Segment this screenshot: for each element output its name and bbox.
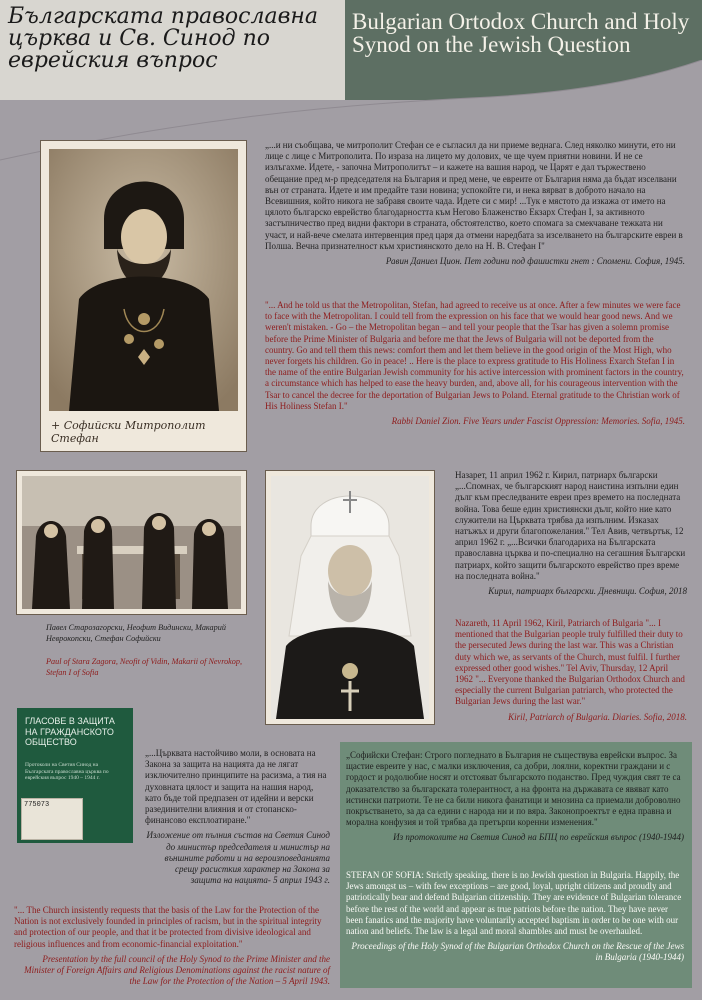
patriarch-kiril-frame (265, 470, 435, 725)
book-subtitle: Протоколи на Светия Синод на Българската православна църква по еврейския въпрос 1940 – 1944 г. (25, 762, 109, 781)
quote-synod-bg-source: Изложение от пълния състав на Светия Синод до министър председателя и министър на външните работи и на вероизповеданията срещу расисткия характер на Закона за защита на нацията- 5 април 1943 г. (146, 830, 330, 886)
photo-signature: + Софийски Митрополит Стефан (51, 419, 206, 445)
quote-zion-bulgarian (265, 140, 685, 267)
patriarch-kiril-photo (271, 476, 429, 719)
quote-kiril-bg-text: Назарет, 11 април 1962 г. Кирил, патриарх български „...Спомнах, че българският народ наистина изпълни един дълг към преследваните евреи през времето на последната война. Това беше един християнски дълг, който ние като служители на Църквата трябва да изпълним. Изказах натъжъх и други благопожелания." Тел Авив, четвъртък, 12 април 1962 г. „...Всички благодариха на Българската православна църква и по-специално на сегашния Български патриарх, който защити българското еврейство през време на последната война." (455, 470, 686, 581)
group-caption-english: Paul of Stara Zagora, Neofit of Vidin, Makarii of Nevrokop, Stefan I of Sofia (46, 657, 243, 677)
quote-stefan-en-source: Proceedings of the Holy Synod of the Bulgarian Orthodox Church on the Rescue of the Jews in Bulgaria (1940-1944) (351, 941, 684, 963)
title-bulgarian: Българската православна църква и Св. Синод по еврейския въпрос (8, 4, 318, 73)
quote-stefan-english (346, 870, 684, 964)
metropolitan-portrait-frame (40, 140, 247, 452)
quote-zion-bg-source: Равин Даниел Цион. Пет години под фашистки гнет : Спомени. София, 1945. (385, 256, 685, 267)
title-english: Bulgarian Ortodox Church and Holy Synod on the Jewish Question (352, 9, 690, 57)
quote-kiril-en-source: Kiril, Patriarch of Bulgaria. Diaries. Sofia, 2018. (508, 711, 687, 722)
quote-stefan-bg-source: Из протоколите на Светия Синод на БПЦ по еврейския въпрос (1940-1944) (393, 832, 684, 843)
quote-synod-en-text: "... The Church insistently requests that the basis of the Law for the Protection of the Nation is not exclusively founded in principles of racism, but in the spiritual integrity and protection of our people, and that it be protected from divisive ideological and religious influences and from economic-financial exploitation." (14, 905, 322, 949)
quote-synod-english (14, 905, 330, 987)
book-code: 775073 (24, 801, 50, 809)
quote-kiril-english (455, 618, 687, 723)
quote-synod-bulgarian (145, 748, 330, 886)
book-library-label (21, 798, 83, 840)
quote-zion-english (265, 300, 685, 427)
book-cover (17, 708, 133, 843)
quote-synod-bg-text: „...Църквата настойчиво моли, в основата на Закона за защита на нацията да не лягат изключително принципите на расизма, а тия на духовната цялост и защита на нашия народ, като бъде той предпазен от идейни и верски разединителни влияния и от стопанско-финансово експлоатиране." (145, 748, 327, 826)
quote-kiril-bulgarian (455, 470, 687, 597)
quote-zion-en-text: "... And he told us that the Metropolitan, Stefan, had agreed to receive us at once. After a few minutes we were face to face with the Metropolitan. I could tell from the expression on his face that we would hear good news. And we weren't mistaken. - Go – the Metropolitan began – and tell your people that the Tsar has given a solemn promise before the Prime Minister of Bulgaria and before me that the Jews of Bulgaria will not be deported from the country. Go and tell them this news: comfort them and let them believe in the good origin of the Most High, who never forgets his children. Go in peace! .. Here is the place to express gratitude to His Holiness Exarch Stefan I in the name of the entire Bulgarian Jewish community for his active intercession with prominent factors in the country, a circumstance which has helped to ease the heavy burden, and, above all, for his courageous intervention with the Tsar to cancel the decree for the deportation of Bulgarian Jews to Poland. Eternal gratitude to the Christian work of His Holiness Stefan I." (265, 300, 684, 411)
quote-kiril-bg-source: Кирил, патриарх български. Дневници. София, 2018 (488, 586, 687, 597)
quote-synod-en-source: Presentation by the full council of the Holy Synod to the Prime Minister and the Minister of Foreign Affairs and Religious Denominations against the racist nature of the Law for the Protection of the Nation – 5 April 1943. (24, 953, 330, 987)
quote-kiril-en-text: Nazareth, 11 April 1962, Kiril, Patriarch of Bulgaria "... I mentioned that the Bulgarian people truly fulfilled their duty to the persecuted Jews during the last war. This was a Christian duty which we, as servants of the Church, must fulfil. I further expressed other good wishes." Tel Aviv, Thursday, 12 April 1962 "... Everyone thanked the Bulgarian Orthodox Church and especially the current Bulgarian patriarch, who protected the Bulgarian Jews during the last war." (455, 618, 685, 707)
quote-zion-en-source: Rabbi Daniel Zion. Five Years under Fascist Oppression: Memories. Sofia, 1945. (391, 416, 685, 427)
quote-stefan-bulgarian (346, 750, 684, 844)
synod-proceedings-panel (340, 742, 692, 988)
group-photo-frame (16, 470, 247, 615)
book-title: ГЛАСОВЕ В ЗАЩИТА НА ГРАЖДАНСКОТО ОБЩЕСТВО (25, 716, 115, 747)
quote-stefan-en-text: STEFAN OF SOFIA: Strictly speaking, there is no Jewish question in Bulgaria. Happily, the Jews amongst us – with few exceptions – are good, loyal, upright citizens and proudly and patriotically bear and defend Bulgarian citizenship. They are evidence of Bulgarian tolerance before the rest of the world and appear as true patriots before the nation. They have never been fanatics and the majority have voluntarily accepted baptism in order to be one with our nation and beliefs. The law is a legal and moral shambles and must be overhauled. (346, 870, 682, 937)
metropolitan-portrait-photo (49, 149, 238, 411)
group-photo (22, 476, 241, 609)
quote-stefan-bg-text: „Софийски Стефан: Строго погледнато в България не съществува еврейски въпрос. За щастие евреите у нас, с малки изключения, са добри, лоялни, коректни граждани и с гордост и родолюбие носят и отстояват българското поданство. Пред чуждия свят те са доказателство за българската толерантност, а на фронта на държавата се явяват като истински патриоти. Те не са били никога фанатици и мнозина са приемали доброволно покръстването, за да са едини с народа ни и по вяра. Законопроектът е една правна и морална конфузия и той трябва да претърпи коренни изменения." (346, 750, 681, 828)
quote-zion-bg-text: „...и ни съобщава, че митрополит Стефан се е съгласил да ни приеме веднага. След няколко минути, ето ни лице с лице с Митрополита. По израза на лицето му долових, че ще чуем приятни новини. И не се излъгахме. Идете, - започна Митрополитът – и кажете на вашия народ, че Царят е дал тържествено обещание пред м-р председателя на България и пред мене, че евреите от България няма да бъдат изселвани вън от страната. Идете и им предайте тази новина; успокойте ги, и нека вярват в доброто начало на Всевишния, който никога не забравя своите чада. Идете си с мир! ...Тук е мястото да изкажа от името на цялото българско еврейство благодарността към Негово Блаженство Екзарх Стефан I, за активното застъпничество пред видни фактори в страната, обстоятелство, което спомага за смекчаване тежката ни участ, и най-вече смелата интервенция пред царя да отмени наредбата за изселването на българските евреи в Полша. Вечна признателност към християнското дело на Н. В. Стефан I" (265, 140, 683, 251)
group-caption-bulgarian: Павел Старозагорски, Неофит Видински, Макарий Неврокопски, Стефан Софийски (46, 623, 226, 643)
